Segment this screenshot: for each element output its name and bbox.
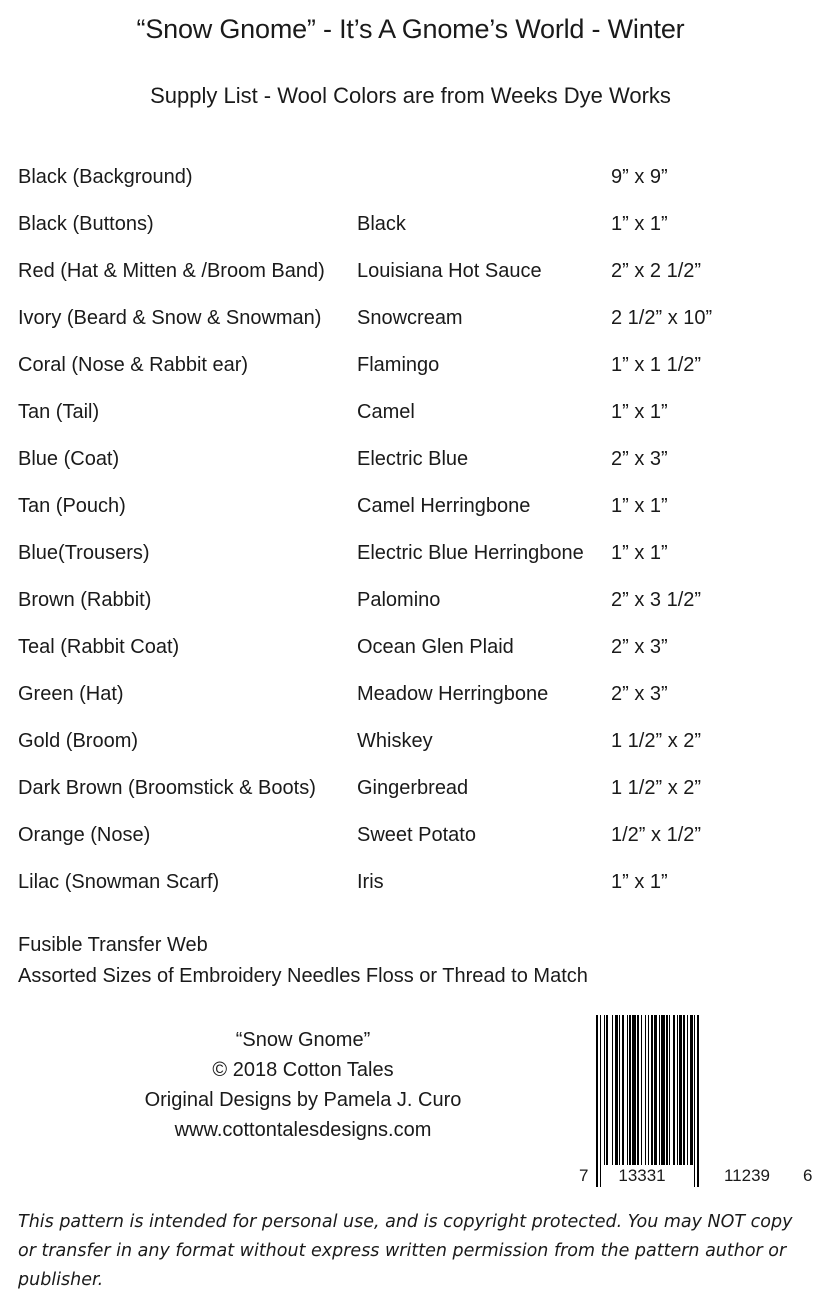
barcode-bar [627,1015,628,1165]
supply-item: Teal (Rabbit Coat) [18,636,180,658]
list-item [18,491,808,538]
barcode-group-right: 11239 [723,1166,771,1185]
supply-size: 1 1/2” x 2” [611,777,702,799]
list-item [18,350,808,397]
supply-color: Whiskey [357,730,433,752]
barcode-left-digit: 7 [579,1166,589,1185]
barcode-bar [641,1015,642,1165]
barcode-bar [606,1015,608,1165]
barcode-bar [679,1015,682,1165]
list-item [18,538,808,585]
supply-item: Gold (Broom) [18,730,139,752]
barcode-right-digit: 6 [803,1166,813,1185]
supply-size: 2” x 3” [611,683,668,705]
list-item [18,867,808,914]
list-item [18,209,808,256]
supply-size: 1” x 1” [611,401,668,423]
supply-item: Ivory (Beard & Snow & Snowman) [18,307,322,329]
supply-size: 2” x 3 1/2” [611,589,702,611]
supply-item: Green (Hat) [18,683,124,705]
barcode-bar [654,1015,657,1165]
list-item [18,256,808,303]
list-item [18,773,808,820]
supply-size: 1” x 1 1/2” [611,354,702,376]
supply-size: 1” x 1” [611,213,668,235]
supply-size: 2” x 2 1/2” [611,260,702,282]
supply-size: 1” x 1” [611,495,668,517]
barcode-bar [645,1015,646,1165]
supply-color: Ocean Glen Plaid [357,636,514,658]
supply-color: Iris [357,871,384,893]
supply-size: 1 1/2” x 2” [611,730,702,752]
supply-item: Coral (Nose & Rabbit ear) [18,354,249,376]
supply-item: Dark Brown (Broomstick & Boots) [18,777,316,799]
list-item [18,444,808,491]
barcode-bar [619,1015,620,1165]
barcode-bar [637,1015,639,1165]
barcode-graphic [578,1015,814,1190]
barcode-bar [694,1015,695,1187]
credits-block [103,1025,503,1145]
supply-item: Tan (Pouch) [18,495,126,517]
list-item [18,162,808,209]
supply-color: Camel [357,401,415,423]
barcode-bar [690,1015,693,1165]
list-item [18,585,808,632]
barcode-bar [683,1015,685,1165]
supply-item: Black (Background) [18,166,193,188]
supply-color: Flamingo [357,354,440,376]
note-line: Fusible Transfer Web [18,934,208,956]
supply-item: Blue (Coat) [18,448,120,470]
barcode-bar [659,1015,660,1165]
note-line: Assorted Sizes of Embroidery Needles Floss or Thread to Match [18,965,588,987]
barcode-bar [615,1015,618,1165]
supply-color: Sweet Potato [357,824,476,846]
copyright-disclaimer: This pattern is intended for personal use, and is copyright protected. You may NOT copy or transfer in any format without express written permission from the pattern author or publisher. [18,1212,793,1290]
barcode-bar [669,1015,670,1165]
copyright-line: © 2018 Cotton Tales [212,1059,394,1081]
pattern-name: “Snow Gnome” [235,1029,371,1051]
barcode-bar [666,1015,668,1165]
barcode-bar [632,1015,636,1165]
website-link[interactable]: www.cottontalesdesigns.com [174,1119,432,1141]
supply-item: Lilac (Snowman Scarf) [18,871,220,893]
supply-color: Gingerbread [357,777,469,799]
barcode-bar [697,1015,699,1187]
supply-size: 1/2” x 1/2” [611,824,702,846]
barcode-bar [651,1015,653,1165]
barcode-bar [677,1015,678,1165]
supply-item: Red (Hat & Mitten & /Broom Band) [18,260,325,282]
barcode-bar [629,1015,631,1165]
barcode-bar [687,1015,688,1165]
supply-item: Tan (Tail) [18,401,100,423]
list-item [18,632,808,679]
supply-size: 9” x 9” [611,166,668,188]
list-item [18,820,808,867]
list-item [18,303,808,350]
page-title: “Snow Gnome” - It’s A Gnome’s World - Winter [136,14,685,44]
barcode-bar [596,1015,598,1187]
supply-size: 1” x 1” [611,542,668,564]
supply-color: Camel Herringbone [357,495,531,517]
supply-item: Orange (Nose) [18,824,151,846]
list-item [18,679,808,726]
list-item [18,397,808,444]
supply-list [18,162,808,914]
barcode-bar [622,1015,624,1165]
supply-color: Meadow Herringbone [357,683,549,705]
supply-color: Black [357,213,406,235]
supply-size: 1” x 1” [611,871,668,893]
supply-color: Electric Blue [357,448,469,470]
barcode-bar [661,1015,665,1165]
list-item [18,726,808,773]
barcode-bar [612,1015,613,1165]
upc-barcode [578,1015,814,1190]
designer-line: Original Designs by Pamela J. Curo [144,1089,462,1111]
supply-size: 2” x 3” [611,448,668,470]
barcode-group-left: 13331 [618,1166,666,1185]
page-subtitle: Supply List - Wool Colors are from Weeks Dye Works [150,83,671,108]
barcode-bar [673,1015,675,1165]
supply-item: Black (Buttons) [18,213,154,235]
supply-item: Brown (Rabbit) [18,589,152,611]
barcode-bar [600,1015,601,1187]
supply-color: Snowcream [357,307,463,329]
barcode-bar [648,1015,649,1165]
barcode-bar [604,1015,605,1165]
additional-supplies [18,930,588,992]
supply-color: Louisiana Hot Sauce [357,260,542,282]
supply-item: Blue(Trousers) [18,542,150,564]
supply-color: Palomino [357,589,441,611]
supply-color: Electric Blue Herringbone [357,542,584,564]
supply-size: 2 1/2” x 10” [611,307,713,329]
supply-size: 2” x 3” [611,636,668,658]
